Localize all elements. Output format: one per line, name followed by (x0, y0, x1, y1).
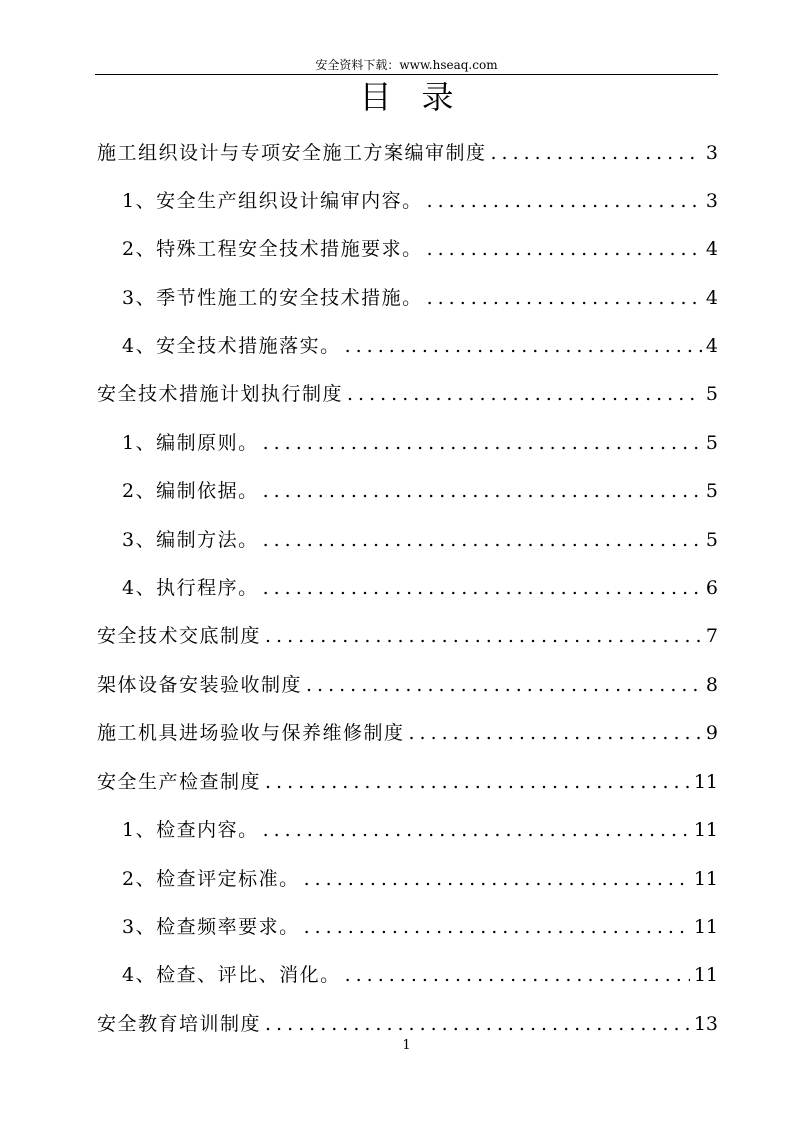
toc-entry-page: 11 (693, 819, 718, 841)
toc-leader-dots (265, 769, 690, 795)
toc-entry-page: 7 (705, 625, 718, 647)
toc-leader-dots (265, 1011, 690, 1037)
toc-leader-dots (263, 575, 702, 601)
toc-entry-label: 安全技术措施计划执行制度 (97, 383, 344, 405)
toc-leader-dots (304, 866, 690, 892)
toc-entry-page: 4 (705, 335, 718, 357)
toc-leader-dots (427, 236, 702, 262)
toc-leader-dots (263, 817, 690, 843)
toc-leader-dots (409, 720, 702, 746)
toc-entry-page: 4 (705, 238, 718, 260)
toc-entry[interactable] (122, 236, 718, 262)
toc-entry[interactable] (97, 672, 718, 698)
toc-entry-page: 13 (693, 1013, 718, 1035)
toc-leader-dots (304, 914, 690, 940)
toc-entry[interactable] (122, 333, 718, 359)
toc-entry[interactable] (122, 962, 718, 988)
toc-entry[interactable] (122, 430, 718, 456)
toc-entry[interactable] (97, 769, 718, 795)
toc-entry-label: 施工组织设计与专项安全施工方案编审制度 (97, 142, 487, 164)
toc-entry-label: 2、编制依据。 (122, 480, 259, 502)
toc-entry-label: 3、编制方法。 (122, 529, 259, 551)
toc-entry-label: 1、检查内容。 (122, 819, 259, 841)
toc-entry-label: 4、执行程序。 (122, 577, 259, 599)
toc-entry-page: 6 (705, 577, 718, 599)
toc-entry[interactable] (122, 817, 718, 843)
toc-entry[interactable] (97, 140, 718, 166)
toc-entry-page: 5 (705, 529, 718, 551)
toc-leader-dots (427, 188, 702, 214)
toc-entry-label: 4、检查、评比、消化。 (122, 964, 341, 986)
toc-entry[interactable] (97, 623, 718, 649)
toc-entry-label: 1、安全生产组织设计编审内容。 (122, 190, 423, 212)
toc-entry-page: 5 (705, 432, 718, 454)
toc-entry[interactable] (122, 478, 718, 504)
toc-entry[interactable] (97, 1011, 718, 1037)
toc-entry-label: 施工机具进场验收与保养维修制度 (97, 722, 405, 744)
toc-entry-label: 4、安全技术措施落实。 (122, 335, 341, 357)
toc-entry-label: 架体设备安装验收制度 (97, 674, 303, 696)
toc-entry-page: 11 (693, 868, 718, 890)
toc-entry-label: 安全技术交底制度 (97, 625, 262, 647)
toc-entry-page: 3 (705, 142, 718, 164)
toc-leader-dots (263, 430, 702, 456)
toc-entry-page: 11 (693, 771, 718, 793)
toc-entry-label: 2、检查评定标准。 (122, 868, 300, 890)
toc-entry-label: 3、检查频率要求。 (122, 916, 300, 938)
page-header: 安全资料下载：www.hseaq.com (315, 58, 498, 72)
toc-leader-dots (265, 623, 702, 649)
toc-entry-label: 安全教育培训制度 (97, 1013, 262, 1035)
toc-entry-label: 1、编制原则。 (122, 432, 259, 454)
toc-entry-page: 5 (705, 383, 718, 405)
header-rule (95, 74, 718, 75)
toc-entry-label: 3、季节性施工的安全技术措施。 (122, 287, 423, 309)
toc-entry-page: 11 (693, 916, 718, 938)
toc-entry-page: 4 (705, 287, 718, 309)
toc-leader-dots (347, 381, 702, 407)
toc-entry-label: 2、特殊工程安全技术措施要求。 (122, 238, 423, 260)
toc-entry[interactable] (122, 527, 718, 553)
toc-leader-dots (427, 285, 702, 311)
toc-entry[interactable] (97, 720, 718, 746)
toc-leader-dots (263, 478, 702, 504)
toc-entry[interactable] (122, 866, 718, 892)
toc-entry-page: 9 (705, 722, 718, 744)
toc-entry[interactable] (122, 914, 718, 940)
toc-leader-dots (263, 527, 702, 553)
page-title: 目录 (359, 78, 484, 116)
toc-leader-dots (345, 333, 702, 359)
toc-entry[interactable] (122, 575, 718, 601)
toc-entry[interactable] (122, 285, 718, 311)
toc-entry-page: 8 (705, 674, 718, 696)
toc-leader-dots (306, 672, 702, 698)
page-number: 1 (402, 1038, 411, 1053)
toc-entry-label: 安全生产检查制度 (97, 771, 262, 793)
toc-entry[interactable] (97, 381, 718, 407)
toc-leader-dots (491, 140, 702, 166)
toc-leader-dots (345, 962, 690, 988)
toc-entry-page: 3 (705, 190, 718, 212)
toc-entry-page: 11 (693, 964, 718, 986)
toc-entry-page: 5 (705, 480, 718, 502)
toc-entry[interactable] (122, 188, 718, 214)
